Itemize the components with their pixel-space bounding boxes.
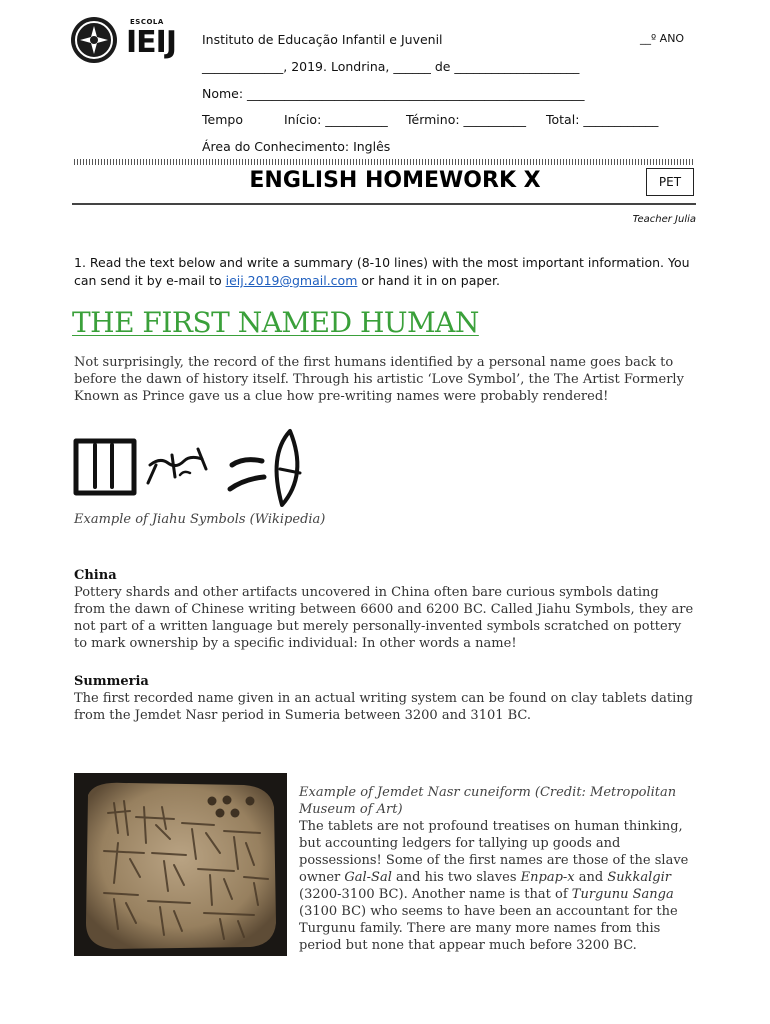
jiahu-symbols-image	[72, 425, 312, 510]
name-turgunu-sanga: Turgunu Sanga	[571, 887, 674, 902]
pet-badge: PET	[646, 168, 694, 196]
tablet-paragraph	[299, 818, 699, 954]
dotted-divider	[74, 159, 694, 165]
summeria-heading: Summeria	[74, 674, 149, 689]
name-field: Nome: ______________________________________________________	[202, 86, 585, 101]
logo-wordmark: IEIJ	[126, 25, 176, 60]
article-heading: THE FIRST NAMED HUMAN	[72, 306, 479, 339]
time-label: Tempo	[202, 112, 243, 127]
tablet-text-4: (3200-3100 BC). Another name is that of	[299, 887, 572, 902]
tablet-text-2: and his two slaves	[391, 870, 521, 885]
date-field: _____________, 2019. Londrina, ______ de ____________________	[202, 59, 580, 74]
tablet-text-5: (3100 BC) who seems to have been an accountant for the Turgunu family. There are many more names from this period but none that appear much before 3200 BC.	[299, 904, 678, 953]
tablet-text-1: The tablets are not profound treatises on human thinking, but accounting ledgers for tallying up goods and possessions! Some of the first names are those of the slave owner	[299, 819, 689, 885]
page-title: ENGLISH HOMEWORK X	[249, 168, 541, 193]
school-name: Instituto de Educação Infantil e Juvenil	[202, 32, 443, 47]
instructions-end: or hand it in on paper.	[357, 273, 500, 288]
intro-paragraph: Not surprisingly, the record of the first humans identified by a personal name goes back to before the dawn of history itself. Through his artistic ‘Love Symbol’, the The Artist Formerly Known as Prince gave us a clue how pre-writing names were probably rendered!	[74, 355, 684, 404]
total-field: Total: ____________	[546, 112, 659, 127]
teacher-name: Teacher Julia	[632, 214, 696, 225]
subject-area: Área do Conhecimento: Inglês	[202, 139, 391, 154]
title-rule	[72, 203, 696, 205]
name-sukkalgir: Sukkalgir	[607, 870, 671, 885]
china-paragraph: Pottery shards and other artifacts uncovered in China often bare curious symbols dating from the dawn of Chinese writing between 6600 and 6200 BC. Called Jiahu Symbols, they are not part of a written language but merely personally-invented symbols scratched on pottery to mark ownership by a specific individual: In other words a name!	[74, 585, 694, 651]
name-enpap-x: Enpap-x	[520, 870, 575, 885]
school-emblem-icon	[70, 16, 118, 64]
instructions-text: 1. Read the text below and write a summary (8-10 lines) with the most important information. You can send it by e-mail to	[74, 255, 690, 288]
name-gal-sal: Gal-Sal	[344, 870, 392, 885]
school-logo	[70, 16, 182, 66]
summeria-paragraph: The first recorded name given in an actual writing system can be found on clay tablets dating from the Jemdet Nasr period in Sumeria between 3200 and 3101 BC.	[74, 691, 693, 723]
instructions	[74, 254, 699, 290]
tablet-caption: Example of Jemdet Nasr cuneiform (Credit: Metropolitan Museum of Art)	[299, 785, 677, 817]
grade-field: __º ANO	[640, 32, 685, 45]
start-field: Início: __________	[284, 112, 388, 127]
end-field: Término: __________	[406, 112, 527, 127]
cuneiform-tablet-image	[74, 773, 287, 956]
tablet-text-3: and	[574, 870, 608, 885]
china-heading: China	[74, 568, 117, 583]
email-link[interactable]: ieij.2019@gmail.com	[225, 273, 358, 288]
logo-small-text: ESCOLA	[130, 18, 164, 26]
jiahu-caption: Example of Jiahu Symbols (Wikipedia)	[74, 512, 326, 527]
tablet-illustration	[74, 773, 287, 956]
